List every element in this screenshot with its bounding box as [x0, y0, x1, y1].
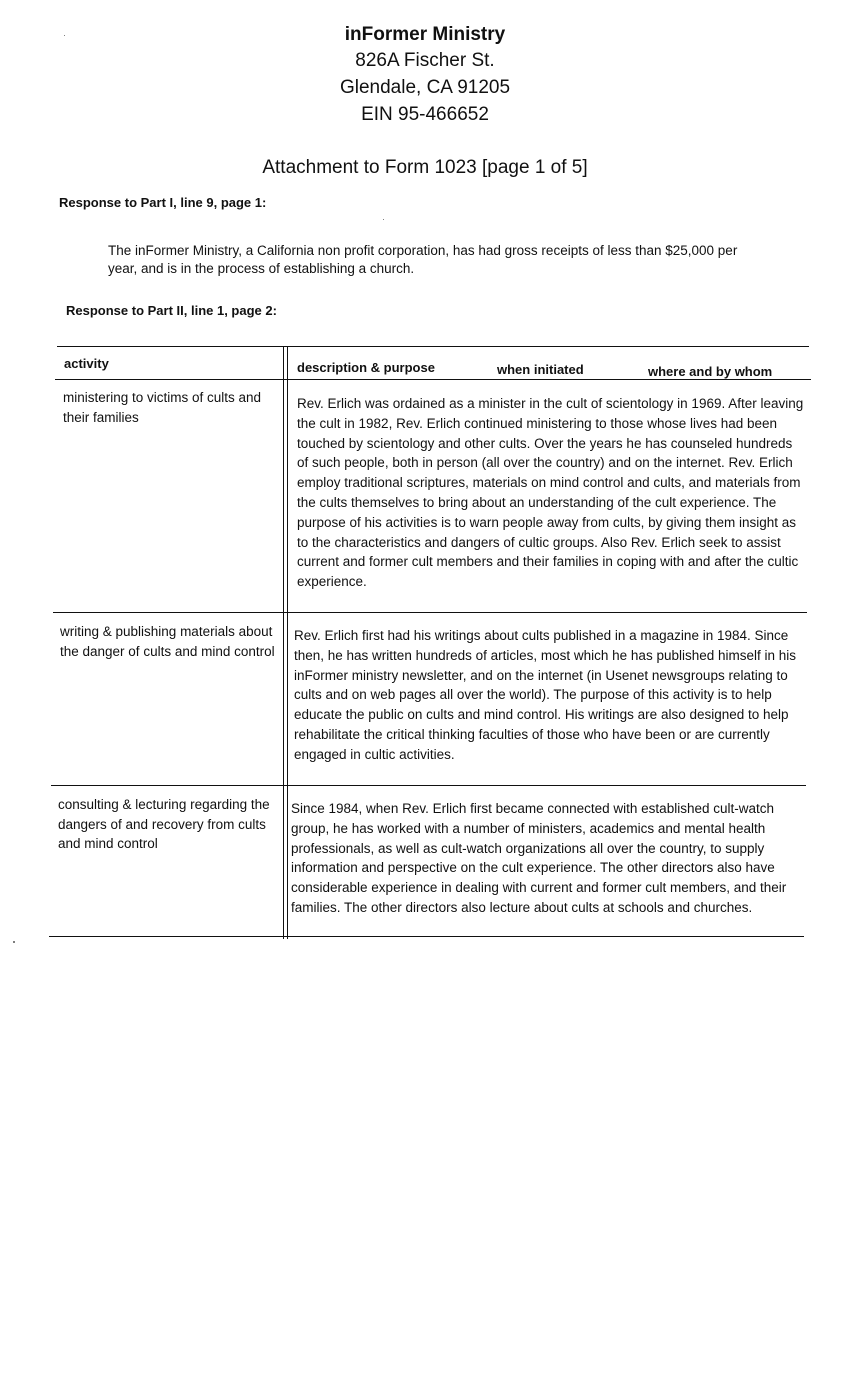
- part1-paragraph: The inFormer Ministry, a California non profit corporation, has had gross receipts of less than $25,000 per year, and is in the process of establishing a church.: [108, 243, 738, 276]
- row3-activity: consulting & lecturing regarding the dangers of and recovery from cults and mind control: [58, 797, 270, 851]
- address-street: 826A Fischer St.: [355, 50, 495, 71]
- part2-heading: Response to Part II, line 1, page 2:: [66, 303, 277, 318]
- row2-activity: writing & publishing materials about the danger of cults and mind control: [60, 624, 275, 659]
- column-divider-left: [283, 347, 284, 939]
- header-when-initiated: when initiated: [497, 362, 584, 377]
- row2-bottom-rule: [51, 785, 806, 786]
- row1-bottom-rule: [53, 612, 807, 613]
- attachment-title: Attachment to Form 1023 [page 1 of 5]: [262, 157, 588, 178]
- header-bottom-rule: [55, 379, 811, 380]
- scan-speck: [64, 35, 65, 36]
- row1-description: Rev. Erlich was ordained as a minister in the cult of scientology in 1969. After leaving the cult in 1982, Rev. Erlich continued ministering to those whose lives had been touched by scientology and other cults. Over the years he has counseled hundreds of such people, both in person (all over the country) and on the internet. Rev. Erlich employ traditional scriptures, materials on mind control and cults, and materials from the cults themselves to bring about an understanding of the cult experience. The purpose of his activities is to warn people away from cults, by giving them insight as to the characteristics and dangers of cultic groups. Also Rev. Erlich seek to assist current and former cult members and their families in coping with and after the cultic experience.: [297, 396, 804, 590]
- header-where-by-whom: where and by whom: [648, 364, 773, 379]
- table-bottom-rule: [49, 936, 804, 937]
- row3-description: Since 1984, when Rev. Erlich first became connected with established cult-watch group, he has worked with a number of ministers, academics and mental health professionals, as well as cult-watch organizations all over the country, to supply information and perspective on the cult experience. The other directors also have considerable experience in dealing with current and former cult members, and their families. The other directors also lecture about cults at schools and churches.: [291, 801, 787, 915]
- header-description: description & purpose: [297, 360, 435, 375]
- row2-description: Rev. Erlich first had his writings about cults published in a magazine in 1984. Since then, he has written hundreds of articles, most which he has published himself in his inFormer ministry newsletter, and on the internet (in Usenet newsgroups relating to cults and on web pages all over the world). The purpose of this activity is to help educate the public on cults and mind control. His writings are also designed to help rehabilitate the critical thinking faculties of those who have been or are currently engaged in cultic activities.: [294, 628, 797, 762]
- column-divider-right: [287, 347, 288, 939]
- row1-activity: ministering to victims of cults and their families: [63, 390, 262, 425]
- table-top-rule: [57, 346, 809, 347]
- ein-number: EIN 95-466652: [361, 104, 489, 125]
- scan-speck: [13, 941, 15, 943]
- address-city: Glendale, CA 91205: [339, 77, 511, 98]
- organization-name: inFormer Ministry: [344, 24, 506, 45]
- header-activity: activity: [64, 356, 109, 371]
- part1-heading: Response to Part I, line 9, page 1:: [59, 195, 267, 210]
- scan-speck: [383, 219, 384, 220]
